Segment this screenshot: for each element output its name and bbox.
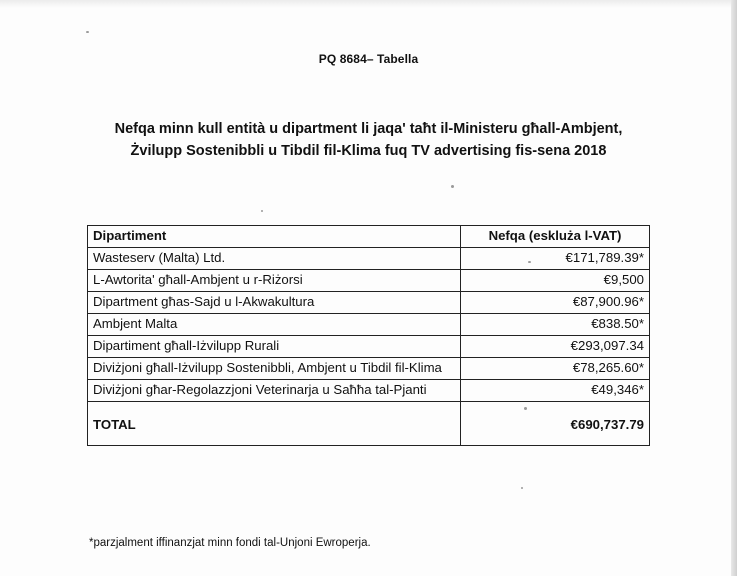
row-amount: €87,900.96* xyxy=(461,292,650,314)
total-label: TOTAL xyxy=(88,402,461,446)
expenses-table xyxy=(87,225,650,446)
row-amount: €293,097.34 xyxy=(461,336,650,358)
table-row xyxy=(88,314,650,336)
page-right-shadow xyxy=(731,0,737,576)
row-department: Diviżjoni għall-Iżvilupp Sostenibbli, Ambjent u Tibdil fil-Klima xyxy=(88,358,461,380)
row-amount: €49,346* xyxy=(461,380,650,402)
title-line-1: Nefqa minn kull entità u dipartment li jaqa' taħt il-Ministeru għall-Ambjent, xyxy=(114,121,623,137)
scan-speck xyxy=(451,185,454,188)
row-department: Dipartment għas-Sajd u l-Akwakultura xyxy=(88,292,461,314)
document-reference: PQ 8684– Tabella xyxy=(318,52,419,66)
total-amount: €690,737.79 xyxy=(461,402,650,446)
scan-speck xyxy=(521,487,523,489)
header-amount: Nefqa (eskluża l-VAT) xyxy=(461,226,650,248)
table-row xyxy=(88,292,650,314)
table-total-row xyxy=(88,402,650,446)
document-title xyxy=(60,118,677,162)
row-department: L-Awtorita' għall-Ambjent u r-Riżorsi xyxy=(88,270,461,292)
row-department: Ambjent Malta xyxy=(88,314,461,336)
table-row xyxy=(88,336,650,358)
scan-speck xyxy=(261,210,263,212)
row-amount: €78,265.60* xyxy=(461,358,650,380)
table-row xyxy=(88,248,650,270)
row-amount: €171,789.39* xyxy=(461,248,650,270)
row-amount: €9,500 xyxy=(461,270,650,292)
footnote: *parzjalment iffinanzjat minn fondi tal-Unjoni Ewroperja. xyxy=(89,537,371,549)
table-row xyxy=(88,270,650,292)
table-row xyxy=(88,380,650,402)
row-department: Dipartiment għall-Iżvilupp Rurali xyxy=(88,336,461,358)
scan-speck xyxy=(86,31,89,33)
table-row xyxy=(88,358,650,380)
row-department: Diviżjoni għar-Regolazzjoni Veterinarja u Saħħa tal-Pjanti xyxy=(88,380,461,402)
page-top-shadow xyxy=(0,0,737,8)
table-header-row xyxy=(88,226,650,248)
title-line-2: Żvilupp Sostenibbli u Tibdil fil-Klima fuq TV advertising fis-sena 2018 xyxy=(130,143,607,159)
header-department: Dipartiment xyxy=(88,226,461,248)
row-department: Wasteserv (Malta) Ltd. xyxy=(88,248,461,270)
row-amount: €838.50* xyxy=(461,314,650,336)
